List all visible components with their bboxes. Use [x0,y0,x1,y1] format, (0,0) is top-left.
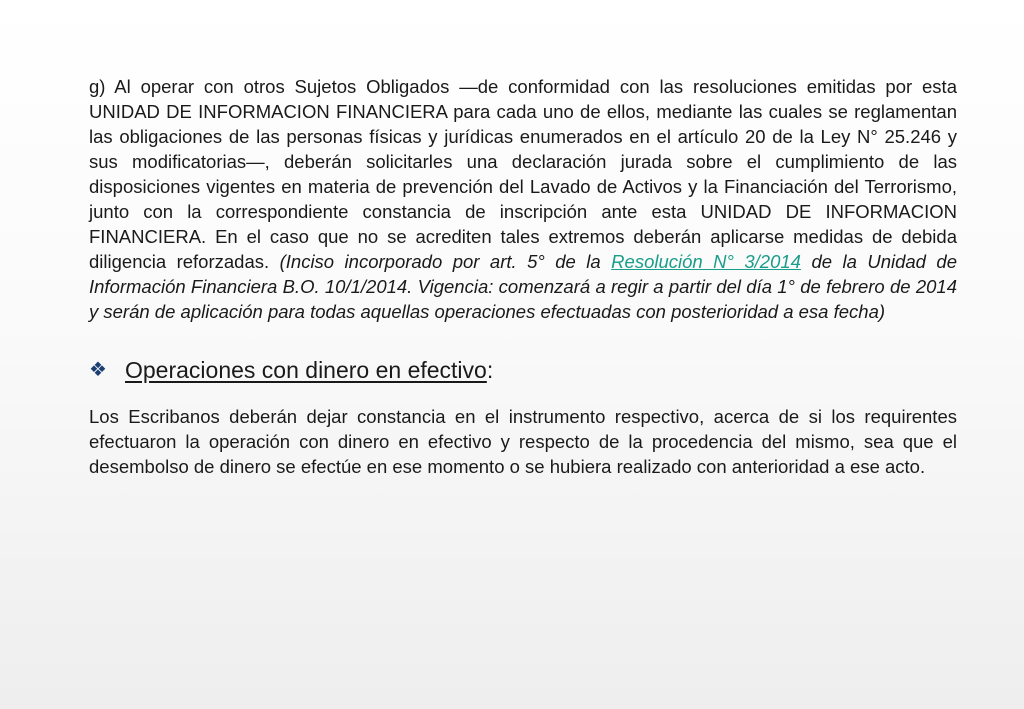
section-heading-suffix: : [486,356,494,383]
resolution-link[interactable]: Resolución N° 3/2014 [611,251,801,272]
section-heading-row [89,350,957,390]
slide-content [89,74,957,479]
paragraph-escribanos: Los Escribanos deberán dejar constancia en el instrumento respectivo, acerca de si los requirentes efectuaron la operación con dinero en efectivo y respecto de la procedencia del mismo, sea que el desembolso de dinero se efectúe en ese momento o se hubiera realizado con anterioridad a ese acto. [89,406,957,477]
paragraph-main-text: g) Al operar con otros Sujetos Obligados —de conformidad con las resoluciones emitidas por esta UNIDAD DE INFORMACION FINANCIERA para cada uno de ellos, mediante las cuales se reglamentan las obligaciones de las personas físicas y jurídicas enumerados en el artículo 20 de la Ley N° 25.246 y sus modificatorias—, deberán solicitarles una declaración jurada sobre el cumplimiento de las disposiciones vigentes en materia de prevención del Lavado de Activos y la Financiación del Terrorismo, junto con la correspondiente constancia de inscripción ante esta UNIDAD DE INFORMACION FINANCIERA. En el caso que no se acrediten tales extremos deberán aplicarse medidas de debida diligencia reforzadas. [89,76,957,272]
note-before-link: (Inciso incorporado por art. 5° de la [279,251,601,272]
paragraph-inciso-g [89,74,957,324]
section-heading-text: Operaciones con dinero en efectivo [125,356,487,383]
note-after-link: de la Unidad de Información Financiera B.O. 10/1/2014. Vigencia: comenzará a regir a partir del día 1° de febrero de 2014 y serán de aplicación para todas aquellas operaciones efectuadas con posterioridad a esa fecha) [89,251,957,322]
diamond-bullet-icon: ❖ [89,359,107,381]
section-heading [125,358,493,383]
